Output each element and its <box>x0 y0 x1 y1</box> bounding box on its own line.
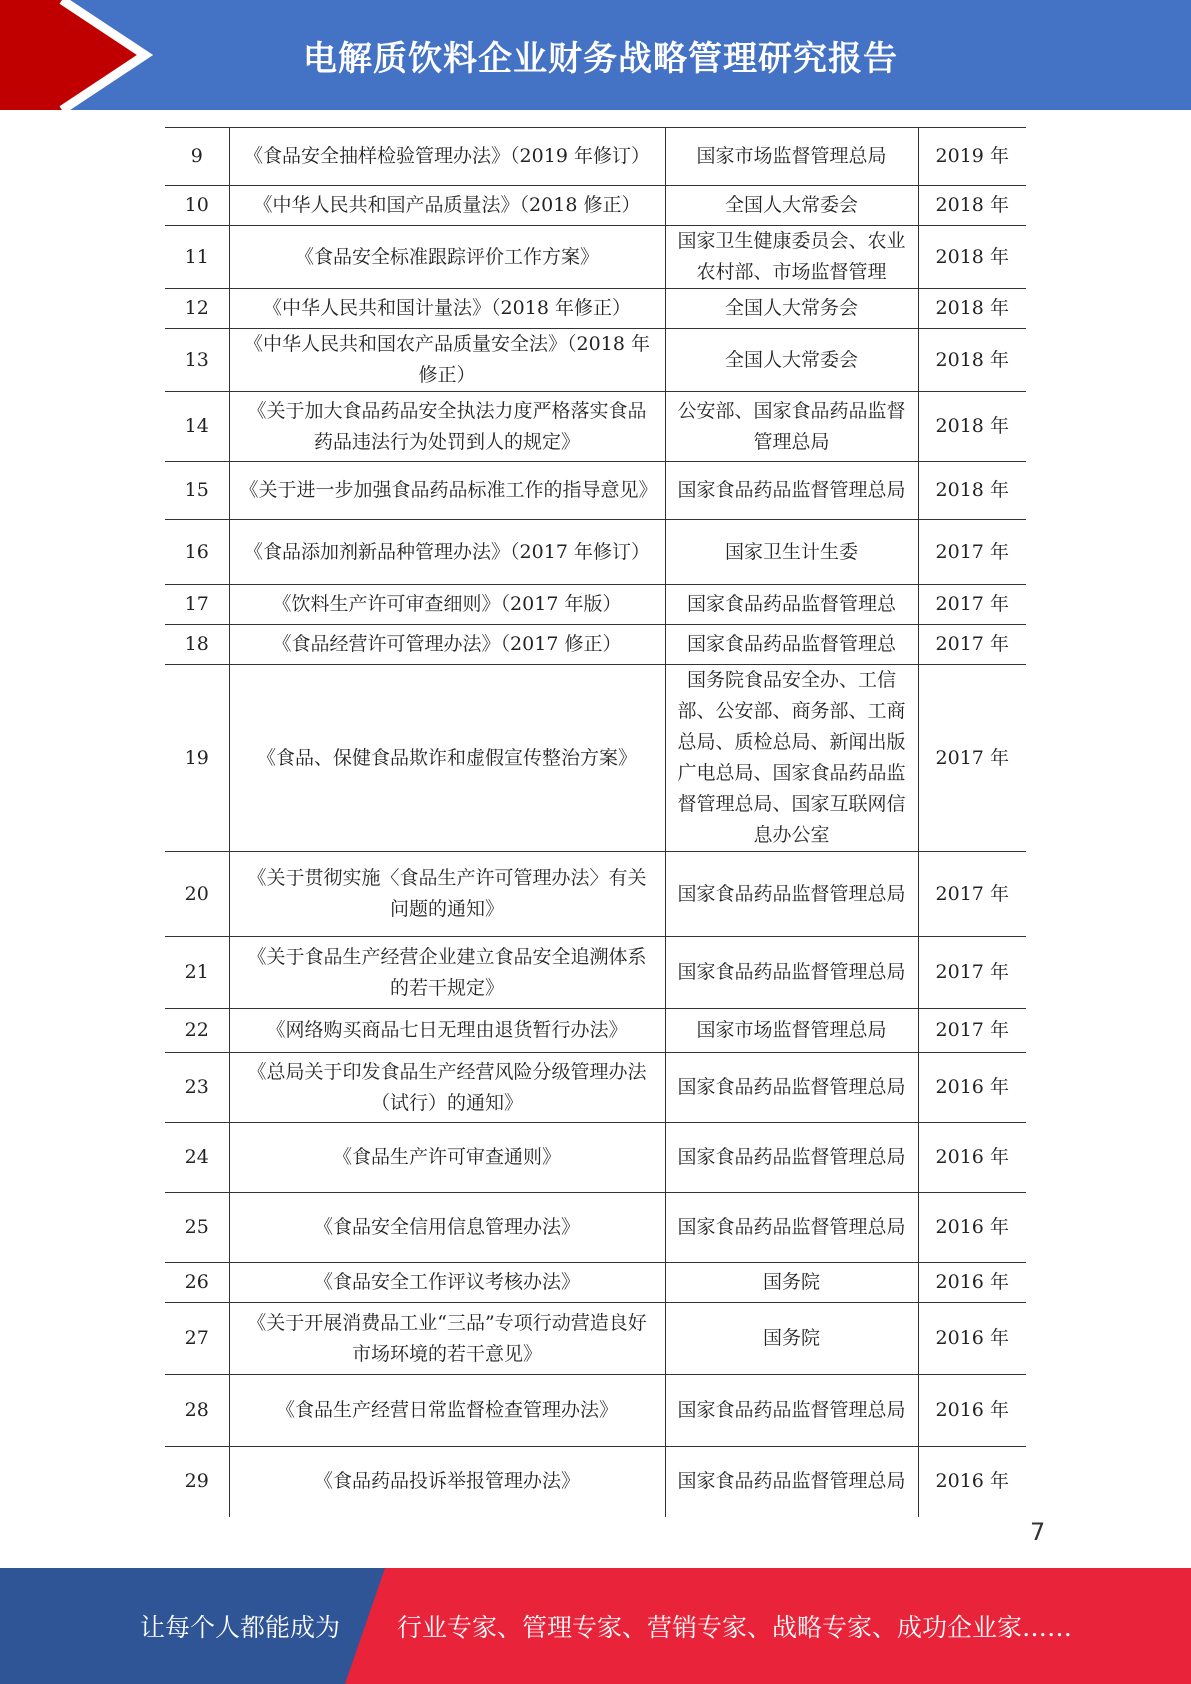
issuer-cell: 公安部、国家食品药品监督管理总局 <box>665 392 918 462</box>
row-number-cell: 21 <box>165 937 229 1009</box>
row-number-cell: 25 <box>165 1193 229 1263</box>
issuer-cell: 国家食品药品监督管理总局 <box>665 462 918 520</box>
header-chevron-icon <box>0 0 160 110</box>
row-number-cell: 15 <box>165 462 229 520</box>
row-number-cell: 11 <box>165 226 229 289</box>
issuer-cell: 国务院食品安全办、工信部、公安部、商务部、工商总局、质检总局、新闻出版广电总局、国家食品药品监督管理总局、国家互联网信息办公室 <box>665 665 918 852</box>
footer-slogan-right: 行业专家、管理专家、营销专家、战略专家、成功企业家…… <box>397 1613 1073 1642</box>
regulation-name-cell: 《饮料生产许可审查细则》（2017 年版） <box>229 585 665 625</box>
table-row <box>165 329 1026 392</box>
row-number-cell: 16 <box>165 520 229 585</box>
table-row <box>165 520 1026 585</box>
regulation-name-cell: 《关于加大食品药品安全执法力度严格落实食品药品违法行为处罚到人的规定》 <box>229 392 665 462</box>
table-row <box>165 1263 1026 1303</box>
page-footer <box>0 1568 1191 1684</box>
regulation-name-cell: 《中华人民共和国计量法》（2018 年修正） <box>229 289 665 329</box>
table-row <box>165 1447 1026 1517</box>
issuer-cell: 全国人大常委会 <box>665 329 918 392</box>
issuer-cell: 国家卫生健康委员会、农业农村部、市场监督管理 <box>665 226 918 289</box>
issuer-cell: 国家食品药品监督管理总 <box>665 625 918 665</box>
year-cell: 2017 年 <box>918 520 1026 585</box>
year-cell: 2016 年 <box>918 1375 1026 1447</box>
regulation-name-cell: 《食品、保健食品欺诈和虚假宣传整治方案》 <box>229 665 665 852</box>
page-number: 7 <box>1030 1518 1046 1546</box>
issuer-cell: 国家食品药品监督管理总局 <box>665 1053 918 1123</box>
year-cell: 2018 年 <box>918 392 1026 462</box>
issuer-cell: 国家食品药品监督管理总局 <box>665 1447 918 1517</box>
regulation-name-cell: 《总局关于印发食品生产经营风险分级管理办法（试行）的通知》 <box>229 1053 665 1123</box>
table-row <box>165 852 1026 937</box>
regulation-name-cell: 《关于进一步加强食品药品标准工作的指导意见》 <box>229 462 665 520</box>
table-row <box>165 392 1026 462</box>
table-row <box>165 1303 1026 1375</box>
row-number-cell: 17 <box>165 585 229 625</box>
year-cell: 2017 年 <box>918 937 1026 1009</box>
regulation-name-cell: 《食品安全工作评议考核办法》 <box>229 1263 665 1303</box>
table-row <box>165 1053 1026 1123</box>
year-cell: 2017 年 <box>918 665 1026 852</box>
regulation-name-cell: 《中华人民共和国农产品质量安全法》（2018 年修正） <box>229 329 665 392</box>
table-row <box>165 625 1026 665</box>
regulation-name-cell: 《食品生产经营日常监督检查管理办法》 <box>229 1375 665 1447</box>
row-number-cell: 18 <box>165 625 229 665</box>
issuer-cell: 国家食品药品监督管理总局 <box>665 1375 918 1447</box>
table-row <box>165 1009 1026 1053</box>
year-cell: 2016 年 <box>918 1053 1026 1123</box>
year-cell: 2017 年 <box>918 625 1026 665</box>
regulation-name-cell: 《食品添加剂新品种管理办法》（2017 年修订） <box>229 520 665 585</box>
row-number-cell: 24 <box>165 1123 229 1193</box>
regulation-name-cell: 《关于开展消费品工业“三品”专项行动营造良好市场环境的若干意见》 <box>229 1303 665 1375</box>
regulation-name-cell: 《关于贯彻实施〈食品生产许可管理办法〉有关问题的通知》 <box>229 852 665 937</box>
year-cell: 2019 年 <box>918 128 1026 186</box>
table-row <box>165 186 1026 226</box>
table-row <box>165 226 1026 289</box>
year-cell: 2018 年 <box>918 226 1026 289</box>
regulation-name-cell: 《食品安全信用信息管理办法》 <box>229 1193 665 1263</box>
table-row <box>165 1193 1026 1263</box>
table-row <box>165 128 1026 186</box>
issuer-cell: 国务院 <box>665 1303 918 1375</box>
year-cell: 2017 年 <box>918 585 1026 625</box>
row-number-cell: 12 <box>165 289 229 329</box>
footer-slogan-left: 让每个人都能成为 <box>140 1613 341 1642</box>
row-number-cell: 22 <box>165 1009 229 1053</box>
row-number-cell: 13 <box>165 329 229 392</box>
year-cell: 2017 年 <box>918 852 1026 937</box>
row-number-cell: 26 <box>165 1263 229 1303</box>
year-cell: 2018 年 <box>918 329 1026 392</box>
issuer-cell: 国家食品药品监督管理总局 <box>665 1193 918 1263</box>
regulation-name-cell: 《食品经营许可管理办法》（2017 修正） <box>229 625 665 665</box>
regulations-table-wrapper <box>165 127 1026 1517</box>
year-cell: 2018 年 <box>918 289 1026 329</box>
table-row <box>165 289 1026 329</box>
year-cell: 2016 年 <box>918 1123 1026 1193</box>
table-row <box>165 462 1026 520</box>
year-cell: 2016 年 <box>918 1447 1026 1517</box>
regulation-name-cell: 《食品药品投诉举报管理办法》 <box>229 1447 665 1517</box>
year-cell: 2018 年 <box>918 462 1026 520</box>
year-cell: 2016 年 <box>918 1303 1026 1375</box>
table-row <box>165 665 1026 852</box>
year-cell: 2018 年 <box>918 186 1026 226</box>
issuer-cell: 全国人大常务会 <box>665 289 918 329</box>
regulation-name-cell: 《关于食品生产经营企业建立食品安全追溯体系的若干规定》 <box>229 937 665 1009</box>
row-number-cell: 23 <box>165 1053 229 1123</box>
row-number-cell: 28 <box>165 1375 229 1447</box>
issuer-cell: 国家食品药品监督管理总局 <box>665 1123 918 1193</box>
regulations-table <box>165 127 1026 1517</box>
table-row <box>165 937 1026 1009</box>
regulation-name-cell: 《网络购买商品七日无理由退货暂行办法》 <box>229 1009 665 1053</box>
row-number-cell: 14 <box>165 392 229 462</box>
year-cell: 2016 年 <box>918 1193 1026 1263</box>
regulations-table-body <box>165 128 1026 1517</box>
page-header <box>0 0 1191 110</box>
table-row <box>165 1375 1026 1447</box>
issuer-cell: 国家市场监督管理总局 <box>665 1009 918 1053</box>
row-number-cell: 29 <box>165 1447 229 1517</box>
row-number-cell: 10 <box>165 186 229 226</box>
regulation-name-cell: 《食品生产许可审查通则》 <box>229 1123 665 1193</box>
issuer-cell: 国家食品药品监督管理总局 <box>665 937 918 1009</box>
issuer-cell: 国家卫生计生委 <box>665 520 918 585</box>
issuer-cell: 全国人大常委会 <box>665 186 918 226</box>
regulation-name-cell: 《中华人民共和国产品质量法》（2018 修正） <box>229 186 665 226</box>
regulation-name-cell: 《食品安全标准跟踪评价工作方案》 <box>229 226 665 289</box>
issuer-cell: 国家食品药品监督管理总 <box>665 585 918 625</box>
year-cell: 2017 年 <box>918 1009 1026 1053</box>
row-number-cell: 19 <box>165 665 229 852</box>
report-title: 电解质饮料企业财务战略管理研究报告 <box>303 38 898 79</box>
table-row <box>165 1123 1026 1193</box>
row-number-cell: 9 <box>165 128 229 186</box>
table-row <box>165 585 1026 625</box>
issuer-cell: 国家食品药品监督管理总局 <box>665 852 918 937</box>
issuer-cell: 国家市场监督管理总局 <box>665 128 918 186</box>
issuer-cell: 国务院 <box>665 1263 918 1303</box>
year-cell: 2016 年 <box>918 1263 1026 1303</box>
regulation-name-cell: 《食品安全抽样检验管理办法》（2019 年修订） <box>229 128 665 186</box>
row-number-cell: 20 <box>165 852 229 937</box>
row-number-cell: 27 <box>165 1303 229 1375</box>
